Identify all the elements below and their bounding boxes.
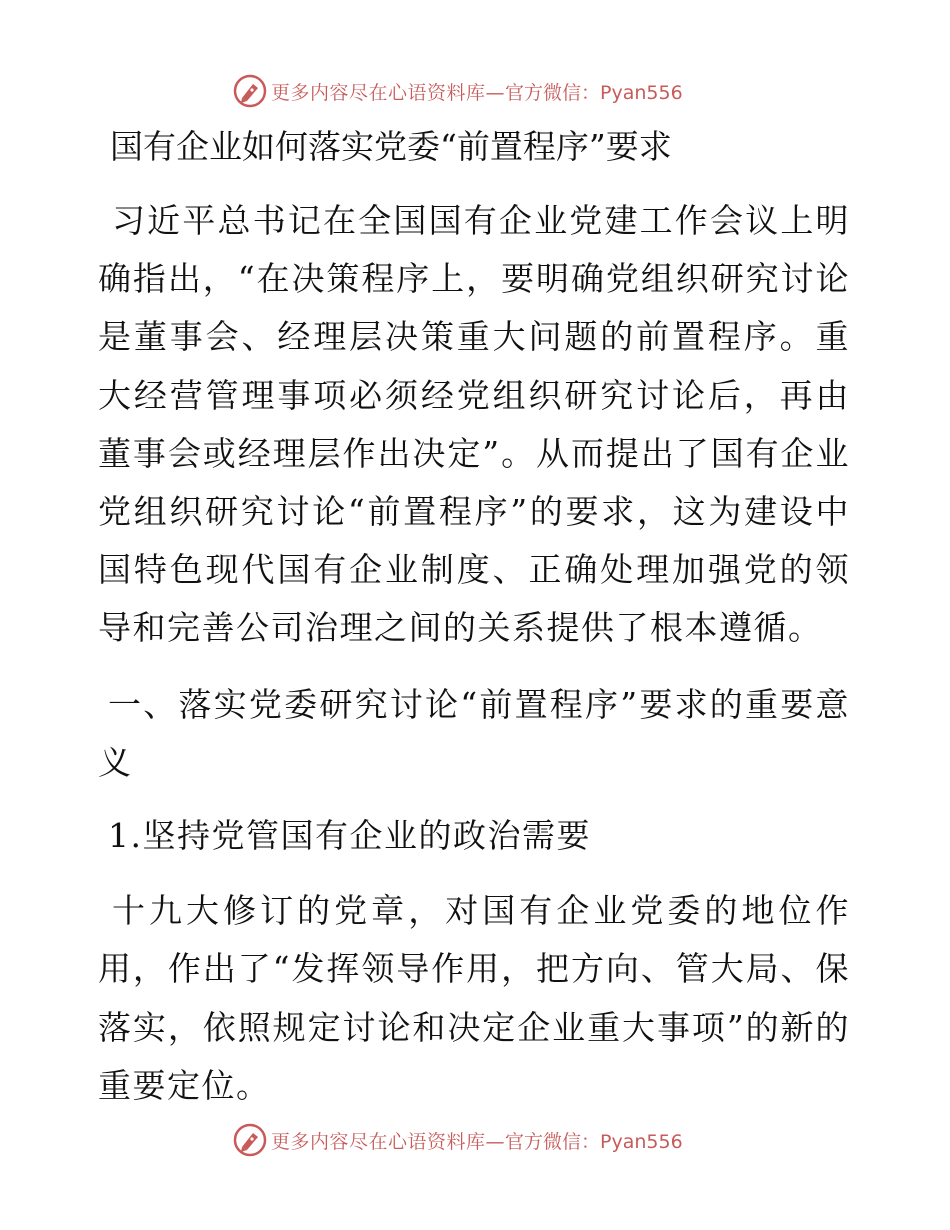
- header-watermark: [233, 71, 733, 111]
- watermark-text: 更多内容尽在心语资料库—: [271, 1130, 506, 1153]
- subsection-heading: 1.坚持党管国有企业的政治需要: [108, 816, 591, 856]
- paragraph-body: 十九大修订的党章，对国有企业党委的地位作用，作出了“发挥领导作用，把方向、管大局、保落实，依照规定讨论和决定企业重大事项”的新的重要定位。: [98, 891, 850, 1105]
- paragraph-intro: 习近平总书记在全国国有企业党建工作会议上明确指出，“在决策程序上，要明确党组织研究讨论是董事会、经理层决策重大问题的前置程序。重大经营管理事项必须经党组织研究讨论后，再由董事会或经理层作出决定”。从而提出了国有企业党组织研究讨论“前置程序”的要求，这为建设中国特色现代国有企业制度、正确处理加强党的领导和完善公司治理之间的关系提供了根本遵循。: [98, 201, 850, 648]
- pen-nib-logo-icon: [233, 74, 267, 108]
- document-title: 国有企业如何落实党委“前置程序”要求: [110, 127, 672, 166]
- footer-watermark: [233, 1120, 733, 1160]
- watermark-text: 更多内容尽在心语资料库—: [271, 81, 506, 104]
- watermark-contact: 官方微信：Pyan556: [505, 81, 683, 104]
- watermark-contact: 官方微信：Pyan556: [505, 1130, 683, 1153]
- document-body: [98, 118, 850, 1115]
- pen-nib-logo-icon: [233, 1123, 267, 1157]
- section-heading: 一、落实党委研究讨论“前置程序”要求的重要意义: [98, 684, 850, 782]
